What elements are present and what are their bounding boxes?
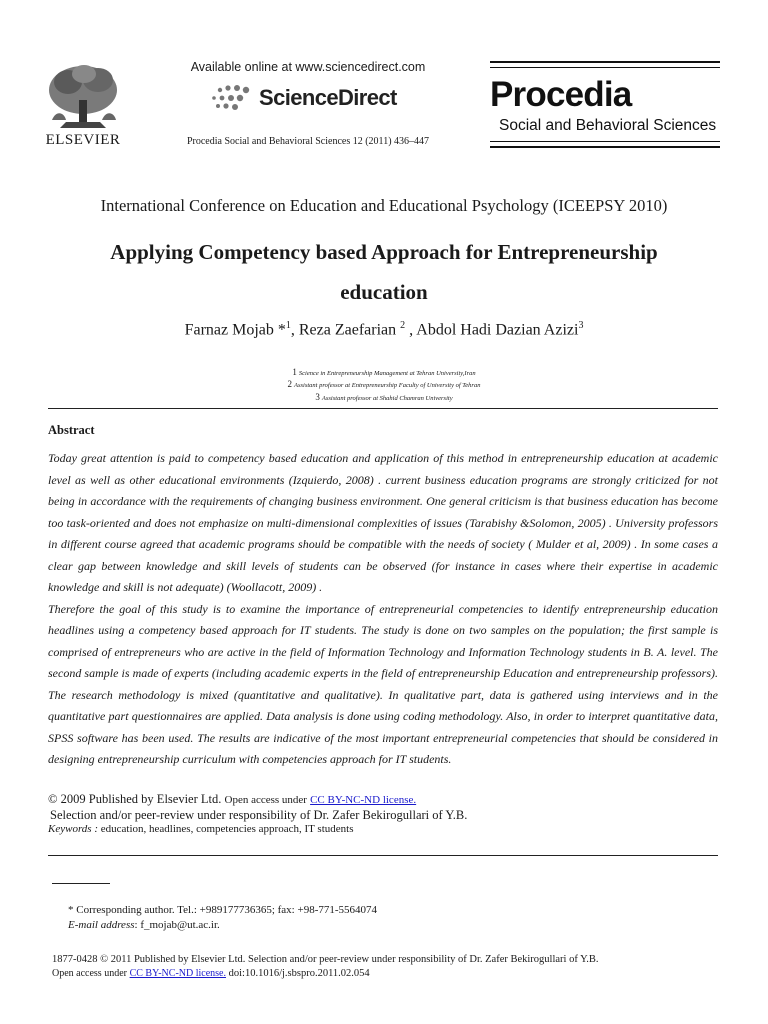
author-list: Farnaz Mojab *$^1$, Reza Zaefarian $^2$ , Abdol Hadi Dazian Azizi$^3$	[184, 320, 584, 339]
author-name: Reza Zaefarian	[298, 321, 397, 339]
affiliation	[0, 367, 768, 377]
affiliation-number: 3	[315, 392, 320, 402]
open-access-text: Open access under	[224, 794, 307, 806]
section-divider	[48, 855, 718, 856]
paper-title-line-2: education	[340, 280, 428, 304]
footnote-rule	[52, 883, 110, 884]
footer-license-link[interactable]: CC BY-NC-ND license.	[129, 968, 226, 979]
affiliation-number: 2	[287, 379, 293, 389]
elsevier-wordmark: ELSEVIER	[45, 132, 121, 148]
abstract-paragraph: Therefore the goal of this study is to examine the importance of entrepreneurial competencies to identify entrepreneurship education headlines using a competency based approach for IT students. The study is done on two samples on the population; the first sample is comprised of entrepreneurs who are active in the field of Information Technology and Information Technology students in B. A. level. The second sample is made of experts (including academic experts in the field of entrepreneurship Education and entrepreneurship professors). The research methodology is mixed (quantitative and qualitative). In qualitative part, data is gathered using interviews and in the quantitative part questionnaires are applied. Data analysis is done using coding methodology. Also, in order to interpret quantitative data, SPSS software has been used. The results are indicative of the most important entrepreneurial competencies that should be considered in designing entrepreneurship curriculum with competencies approach for IT students.	[48, 601, 718, 766]
email-note	[68, 919, 220, 931]
procedia-top-rule	[490, 61, 720, 63]
issn-line: 1877-0428 © 2011 Published by Elsevier Ltd. Selection and/or peer-review under responsibility of Dr. Zafer Bekirogullari of Y.B.	[52, 954, 599, 965]
conference-name: International Conference on Education and Educational Psychology (ICEEPSY 2010)	[100, 196, 668, 215]
author-superscript: 1	[285, 320, 291, 331]
abstract-paragraph: Today great attention is paid to competency based education and application of this method in entrepreneurship education at academic level as well as other educational environments (Izquierdo, 2008) . current business education programs are strongly criticized for not being in accordance with the requirements of changing business environment. One general criticism is that business education has become too task-oriented and does not emphasize on multi-dimensional complexities of issues (Tarabishy &Solomon, 2005) . University professors in different course agreed that academic programs should be compatible with the needs of society ( Mulder et al, 2009) . In some cases a clear gap between knowledge and skill levels of students can be observed (for instance in cases where their expertise in academic knowledge and skill is not adequate) (Woollacott, 2009) .	[48, 451, 718, 594]
available-online-text: Available online at www.sciencedirect.com	[190, 60, 426, 74]
author-name: Abdol Hadi Dazian Azizi	[416, 321, 579, 339]
procedia-bottom-rule	[490, 146, 720, 148]
paper-title	[40, 232, 728, 312]
corresponding-author-note: * Corresponding author. Tel.: +989177736365; fax: +98-771-5564074	[68, 904, 378, 916]
keywords-text: education, headlines, competencies approach, IT students	[100, 823, 354, 835]
procedia-subtitle: Social and Behavioral Sciences	[499, 117, 717, 134]
email-address: : f_mojab@ut.ac.ir.	[134, 919, 220, 931]
affiliation-number: 1	[292, 367, 297, 377]
publication-line	[48, 792, 416, 807]
author-name: Farnaz Mojab *	[184, 321, 286, 339]
affiliation-text: Science in Entrepreneurship Management at Tehran University,Iran	[298, 370, 476, 377]
peer-review-statement: Selection and/or peer-review under responsibility of Dr. Zafer Bekirogullari of Y.B.	[50, 808, 468, 822]
author-superscript: 2	[400, 320, 406, 331]
sciencedirect-wordmark: ScienceDirect	[259, 85, 397, 110]
keywords-line	[48, 823, 353, 835]
affiliation	[0, 379, 768, 389]
journal-reference: Procedia Social and Behavioral Sciences 12 (2011) 436–447	[186, 136, 430, 147]
affiliation	[0, 392, 768, 402]
doi-text: doi:10.1016/j.sbspro.2011.02.054	[228, 968, 370, 979]
abstract-body	[48, 448, 718, 771]
procedia-wordmark: Procedia	[490, 75, 632, 114]
paper-title-line-1: Applying Competency based Approach for Entrepreneurship	[110, 240, 658, 264]
keywords-label: Keywords :	[48, 823, 99, 835]
footer-license-line	[52, 968, 370, 979]
abstract-heading: Abstract	[48, 423, 95, 437]
procedia-bottom-rule-thin	[490, 141, 720, 142]
email-label: E-mail address	[68, 919, 135, 931]
section-divider	[48, 408, 718, 409]
license-link[interactable]: CC BY-NC-ND license.	[310, 794, 417, 806]
affiliation-text: Assistant professor at Entrepreneurship Faculty of University of Tehran	[294, 382, 481, 389]
footer-open-access-text: Open access under	[52, 968, 127, 979]
affiliation-text: Assistant professor at Shahid Chamran University	[321, 395, 453, 402]
author-superscript: 3	[578, 320, 584, 331]
procedia-top-rule-thin	[490, 67, 720, 68]
copyright-text: © 2009 Published by Elsevier Ltd.	[48, 792, 222, 806]
